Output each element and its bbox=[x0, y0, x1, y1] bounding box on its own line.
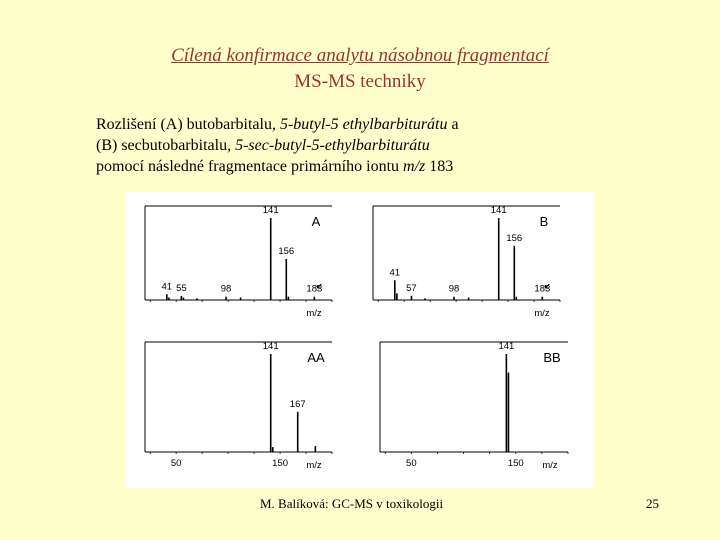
slide-title bbox=[0, 43, 720, 95]
subtitle-text: Rozlišení (A) butobarbitalu, bbox=[96, 116, 280, 133]
panel-a-peak-label-183: 183 bbox=[306, 283, 323, 295]
panel-b-label: B bbox=[539, 214, 549, 229]
panel-aa-peak-label-167: 167 bbox=[289, 398, 306, 410]
panel-b-peak-label-98: 98 bbox=[448, 283, 460, 295]
panel-b-peak-label-156: 156 bbox=[506, 232, 523, 244]
panel-aa-tick-label-150: 150 bbox=[272, 458, 288, 469]
panel-bb-tick-label-50: 50 bbox=[406, 458, 417, 469]
panel-b-peak-label-141: 141 bbox=[490, 205, 507, 216]
panel-bb-tick-label-150: 150 bbox=[507, 458, 524, 469]
panel-b-peak-label-41: 41 bbox=[389, 267, 401, 279]
subtitle-mz: m/z bbox=[403, 158, 426, 175]
panel-a-peak-label-156: 156 bbox=[278, 246, 295, 257]
panel-a-xlabel: m/z bbox=[306, 308, 322, 319]
panel-a-label: A bbox=[311, 214, 321, 229]
subtitle-line-3 bbox=[96, 156, 696, 177]
panel-a-peak-label-55: 55 bbox=[176, 282, 187, 294]
subtitle-text: pomocí následné fragmentace primárního iontu bbox=[96, 158, 404, 175]
panel-aa-peak-label-141: 141 bbox=[262, 341, 279, 352]
panel-bb-xlabel: m/z bbox=[542, 460, 558, 471]
panel-bb-label: BB bbox=[543, 350, 561, 365]
spectra-svg bbox=[126, 192, 594, 488]
title-line-1: Cílená konfirmace analytu násobnou fragmentací bbox=[171, 45, 549, 66]
panel-bb-peak-label-141: 141 bbox=[498, 341, 515, 352]
panel-aa-tick-label-50: 50 bbox=[170, 458, 182, 469]
panel-a-peak-label-41: 41 bbox=[161, 281, 173, 293]
subtitle-text: (B) secbutobarbitalu, bbox=[96, 137, 236, 154]
panel-a-peak-label-141: 141 bbox=[262, 205, 279, 216]
panel-b-peak-label-57: 57 bbox=[406, 282, 417, 294]
footer-author: M. Balíková: GC-MS v toxikologii bbox=[260, 496, 444, 511]
page-number: 25 bbox=[646, 496, 659, 511]
subtitle-line-1 bbox=[96, 114, 696, 135]
title-line-2: MS-MS techniky bbox=[294, 71, 426, 92]
slide-subtitle bbox=[96, 114, 696, 177]
subtitle-text: a bbox=[447, 116, 459, 133]
subtitle-line-2 bbox=[96, 135, 696, 156]
panel-aa-xlabel: m/z bbox=[306, 460, 322, 471]
subtitle-text: 183 bbox=[425, 158, 454, 175]
ms-spectra-figure bbox=[126, 192, 594, 488]
panel-a-peak-label-98: 98 bbox=[220, 283, 232, 295]
panel-b-xlabel: m/z bbox=[534, 308, 550, 319]
subtitle-compound-b: 5-sec-butyl-5-ethylbarbiturátu bbox=[235, 137, 430, 154]
subtitle-compound-a: 5-butyl-5 ethylbarbiturátu bbox=[279, 116, 448, 133]
panel-aa-label: AA bbox=[307, 350, 325, 365]
panel-b-peak-label-183: 183 bbox=[534, 283, 551, 295]
